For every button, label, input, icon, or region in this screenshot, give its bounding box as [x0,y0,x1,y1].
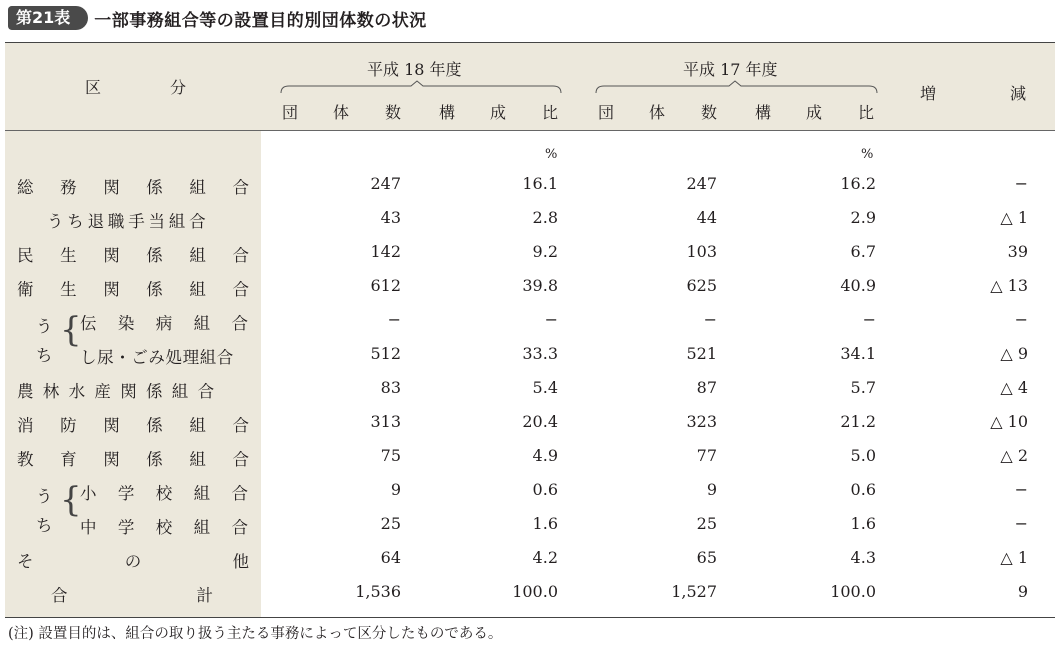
footnote: (注) 設置目的は、組合の取り扱う主たる事務によって区分したものである。 [8,626,503,642]
cell-ratio-fy18: 9.2 [532,242,558,261]
header-ratio-char: 成 [490,103,507,122]
row-label: 伝 染 病 組 合 [80,314,248,333]
header-count-char: 数 [385,103,402,122]
cell-ratio-fy17: − [862,310,876,329]
row-label: 教 育 関 係 組 合 [17,450,249,469]
cell-change: △ 10 [990,412,1028,431]
cell-count-fy18: 512 [370,344,401,363]
cell-change: 9 [1017,582,1028,601]
percent-unit: % [861,147,874,162]
cell-count-fy17: 103 [686,242,717,261]
row-label: うち退職手当組合 [47,212,210,231]
cell-count-fy18: 25 [380,514,401,533]
cell-count-fy18: 612 [370,276,401,295]
cell-count-fy18: 64 [380,548,401,567]
cell-ratio-fy18: 0.6 [532,480,558,499]
cell-count-fy17: 87 [696,378,717,397]
table-title-text: 一部事務組合等の設置目的別団体数の状況 [94,10,427,31]
cell-count-fy17: 44 [696,208,717,227]
header-ratio-char: 構 [755,103,772,122]
cell-ratio-fy18: 2.8 [532,208,558,227]
row-label-total: 合 計 [51,586,213,605]
header-count-char: 体 [649,103,666,122]
header-ratio-char: 比 [858,103,875,122]
cell-count-fy17: 9 [706,480,717,499]
table-title [8,4,427,32]
header-ratio-char: 成 [806,103,823,122]
cell-change: △ 1 [1000,208,1028,227]
cell-ratio-fy17: 5.7 [850,378,876,397]
cell-ratio-fy17: 0.6 [850,480,876,499]
cell-ratio-fy18: 4.9 [532,446,558,465]
cell-count-fy18: 83 [380,378,401,397]
cell-count-fy18: 75 [380,446,401,465]
cell-ratio-fy17: 100.0 [830,582,876,601]
data-table [5,42,1055,618]
header-fy17: 平成 17 年度 [683,60,778,79]
row-label: そ の 他 [17,552,249,571]
sub-mark: ち [36,516,53,535]
header-count-char: 体 [333,103,350,122]
cell-change: − [1014,480,1028,499]
cell-ratio-fy17: 21.2 [840,412,876,431]
cell-count-fy18: 1,536 [355,582,401,601]
cell-count-fy18: 43 [380,208,401,227]
cell-change: △ 9 [1000,344,1028,363]
sub-mark: ち [36,346,53,365]
cell-count-fy18: 247 [370,174,401,193]
cell-change: − [1014,310,1028,329]
cell-change: △ 13 [990,276,1028,295]
brace: { [60,480,82,520]
row-label: 総 務 関 係 組 合 [17,178,249,197]
cell-ratio-fy17: 5.0 [850,446,876,465]
cell-count-fy17: 77 [696,446,717,465]
table-number-badge: 第21表 [8,6,88,30]
cell-ratio-fy17: 1.6 [850,514,876,533]
cell-change: △ 1 [1000,548,1028,567]
header-brackets [5,43,1055,103]
row-label: 民 生 関 係 組 合 [17,246,249,265]
header-count-char: 団 [598,103,615,122]
row-label: し尿・ごみ処理組合 [80,348,234,367]
cell-ratio-fy17: 2.9 [850,208,876,227]
header-ratio-char: 構 [439,103,456,122]
cell-ratio-fy17: 6.7 [850,242,876,261]
cell-ratio-fy18: 39.8 [522,276,558,295]
cell-count-fy18: − [387,310,401,329]
cell-count-fy17: 521 [686,344,717,363]
header-fy18: 平成 18 年度 [367,60,462,79]
row-label-column [5,131,261,617]
cell-count-fy17: 247 [686,174,717,193]
cell-ratio-fy18: 33.3 [522,344,558,363]
cell-ratio-fy18: 16.1 [522,174,558,193]
cell-ratio-fy18: 20.4 [522,412,558,431]
cell-count-fy17: 323 [686,412,717,431]
row-label: 小 学 校 組 合 [80,484,248,503]
cell-ratio-fy17: 16.2 [840,174,876,193]
header-count-char: 団 [282,103,299,122]
sub-mark: う [36,317,53,336]
header-change-char: 減 [1010,84,1027,103]
row-label: 消 防 関 係 組 合 [17,416,249,435]
cell-change: − [1014,174,1028,193]
row-label: 中 学 校 組 合 [80,518,248,537]
cell-ratio-fy17: 4.3 [850,548,876,567]
cell-ratio-fy17: 40.9 [840,276,876,295]
cell-count-fy17: − [703,310,717,329]
cell-ratio-fy18: 4.2 [532,548,558,567]
cell-count-fy18: 313 [370,412,401,431]
sub-mark: う [36,487,53,506]
cell-change: △ 2 [1000,446,1028,465]
header-change-char: 増 [920,84,937,103]
percent-unit: % [545,147,558,162]
header-category-char: 区 [85,78,102,97]
cell-ratio-fy18: 1.6 [532,514,558,533]
cell-count-fy18: 142 [370,242,401,261]
cell-ratio-fy18: − [544,310,558,329]
row-label: 農林水産関係組合 [17,382,224,401]
cell-change: △ 4 [1000,378,1028,397]
cell-change: − [1014,514,1028,533]
header-count-char: 数 [701,103,718,122]
cell-change: 39 [1007,242,1028,261]
header-ratio-char: 比 [542,103,559,122]
brace: { [60,310,82,350]
cell-count-fy17: 1,527 [671,582,717,601]
row-label: 衛 生 関 係 組 合 [17,280,249,299]
header-category-char: 分 [170,78,187,97]
cell-count-fy17: 625 [686,276,717,295]
cell-ratio-fy18: 5.4 [532,378,558,397]
cell-count-fy17: 65 [696,548,717,567]
cell-count-fy17: 25 [696,514,717,533]
cell-ratio-fy18: 100.0 [512,582,558,601]
cell-ratio-fy17: 34.1 [840,344,876,363]
cell-count-fy18: 9 [390,480,401,499]
